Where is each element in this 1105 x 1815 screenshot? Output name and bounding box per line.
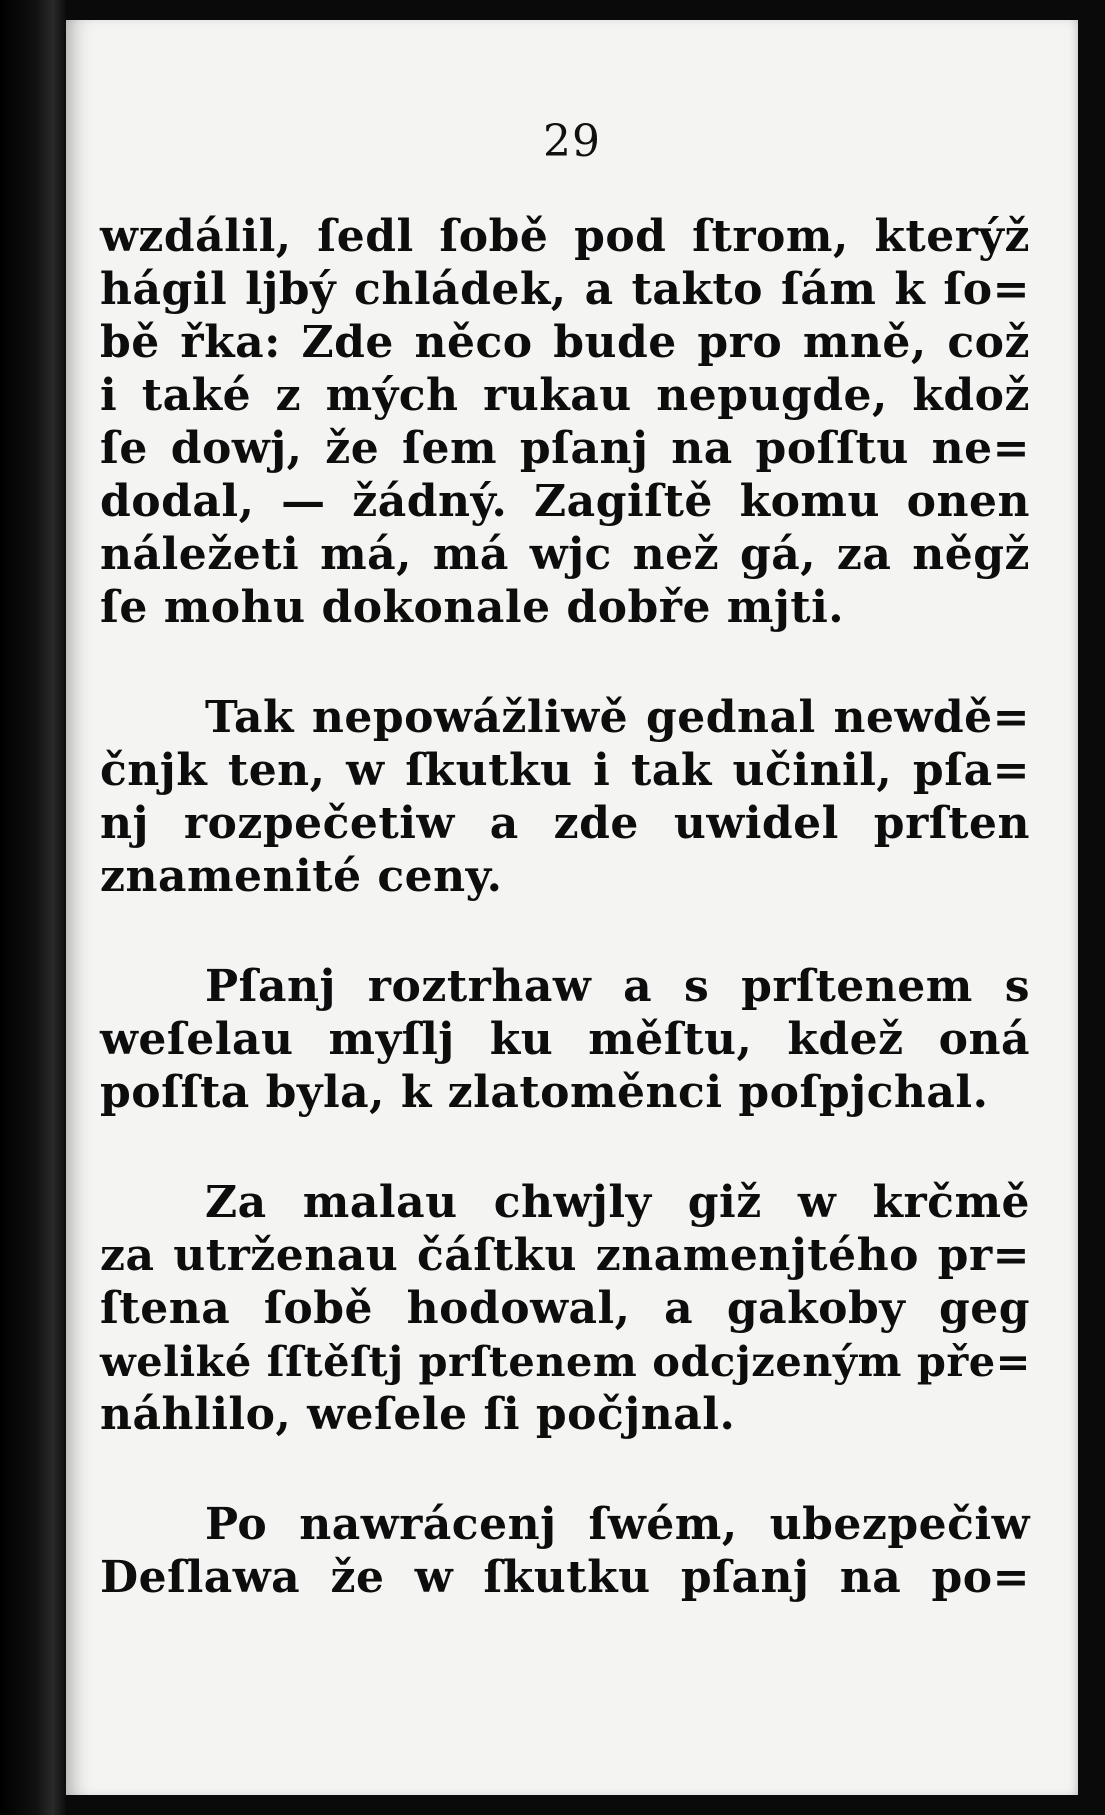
- text-line: i také z mých rukau nepugde, kdož: [100, 370, 1030, 421]
- text-line: náhlilo, weſele ſi počjnal.: [100, 1389, 736, 1440]
- text-line: znamenité ceny.: [100, 851, 503, 902]
- text-line: Deſlawa že w ſkutku pſanj na po=: [100, 1552, 1030, 1603]
- paragraph-2: [100, 691, 1030, 903]
- text-line: čnjk ten, w ſkutku i tak učinil, pſa=: [100, 745, 1030, 796]
- text-line: ſtena ſobě hodowal, a gakoby geg: [100, 1283, 1030, 1334]
- page-sheet: [66, 20, 1078, 1795]
- text-line: nj rozpečetiw a zde uwidel prſten: [100, 798, 1030, 849]
- text-line: bě řka: Zde něco bude pro mně, což: [100, 317, 1030, 368]
- text-line: Tak nepowážliwě gednal newdě=: [205, 692, 1030, 743]
- book-spine-shadow: [0, 0, 66, 1815]
- text-line: Pſanj roztrhaw a s prſtenem s: [205, 961, 1030, 1012]
- text-line: náležeti má, má wjc než gá, za něgž: [100, 529, 1030, 580]
- paragraph-4: [100, 1176, 1030, 1441]
- text-line: ſe dowj, že ſem pſanj na poſſtu ne=: [100, 423, 1030, 474]
- text-line: wzdálil, ſedl ſobě pod ſtrom, kterýž: [100, 211, 1030, 262]
- text-line: poſſta byla, k zlatoměnci poſpjchal.: [100, 1067, 989, 1118]
- text-line: Po nawrácenj ſwém, ubezpečiw: [205, 1499, 1030, 1550]
- text-line: za utrženau čáſtku znamenjtého pr=: [100, 1230, 1030, 1281]
- body-text: [100, 210, 1030, 1661]
- page-number: 29: [543, 116, 601, 167]
- text-line: weſelau myſlj ku měſtu, kdež oná: [100, 1014, 1030, 1065]
- paragraph-3: [100, 960, 1030, 1119]
- text-line: ſe mohu dokonale dobře mjti.: [100, 582, 845, 633]
- text-line: weliké ſſtěſtj prſtenem odcjzeným pře=: [100, 1337, 1031, 1386]
- text-line: dodal, — žádný. Zagiſtě komu onen: [100, 476, 1030, 527]
- paragraph-5: [100, 1498, 1030, 1604]
- paragraph-1: [100, 210, 1030, 634]
- text-line: hágil ljbý chládek, a takto ſám k ſo=: [100, 264, 1030, 315]
- text-line: Za malau chwjly giž w krčmě: [205, 1177, 1030, 1228]
